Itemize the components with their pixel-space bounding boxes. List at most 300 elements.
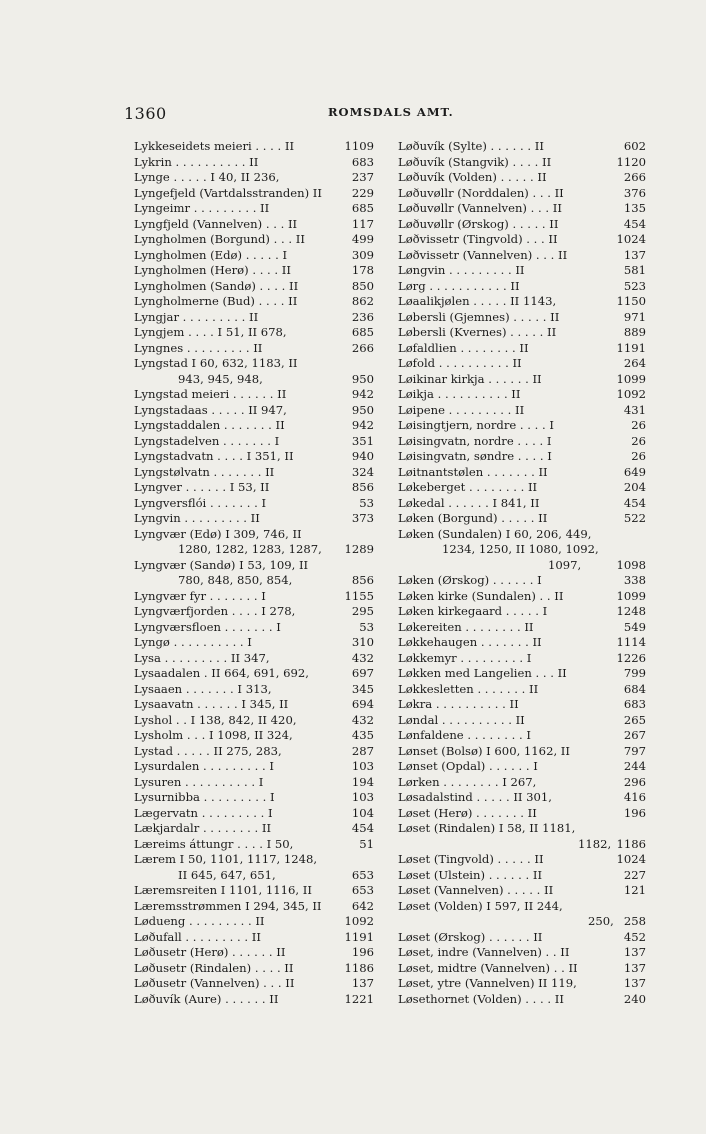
entry-page-ref: 797 <box>623 743 646 758</box>
entry-term: Løðuvík (Stangvik) . . . . II <box>398 154 552 169</box>
entry-page-ref: 856 <box>351 573 374 587</box>
index-entry <box>398 217 646 233</box>
entry-page-ref: 642 <box>351 898 374 913</box>
index-entry-continuation <box>398 542 646 558</box>
index-entry <box>134 558 374 574</box>
entry-term: Lærem I 50, 1101, 1117, 1248, <box>134 852 318 866</box>
index-entry <box>398 945 646 961</box>
entry-term: Lørken . . . . . . . . I 267, <box>398 774 537 789</box>
entry-term: Lyngstad I 60, 632, 1183, II <box>134 356 298 370</box>
index-entry <box>134 155 374 171</box>
index-entry <box>134 527 374 543</box>
index-entry <box>398 139 646 155</box>
entry-term: Løset (Herø) . . . . . . . II <box>398 805 537 820</box>
page-number: 1360 <box>124 104 167 123</box>
entry-page-ref: 1248 <box>616 604 646 618</box>
index-entry <box>398 620 646 636</box>
entry-page-ref: 697 <box>351 666 374 680</box>
entry-page-ref: 1186 <box>616 836 646 851</box>
entry-term: Lyngver . . . . . . I 53, II <box>134 480 270 494</box>
index-entry <box>398 465 646 481</box>
entry-term: 250, <box>588 914 614 928</box>
entry-term: Lønset (Opdal) . . . . . . I <box>398 759 538 773</box>
index-entry <box>134 170 374 186</box>
entry-term: Lyngvær fyr . . . . . . . I <box>134 588 266 603</box>
entry-term: Lyshol . . I 138, 842, II 420, <box>134 712 297 727</box>
index-entry <box>134 589 374 605</box>
entry-term: Lørg . . . . . . . . . . . II <box>398 278 520 293</box>
index-entry <box>134 899 374 915</box>
entry-term: Lønfaldene . . . . . . . . I <box>398 728 531 742</box>
index-entry <box>134 139 374 155</box>
entry-page-ref: 1120 <box>616 154 646 169</box>
entry-page-ref: 1098 <box>616 557 646 572</box>
entry-term: Løkeberget . . . . . . . . II <box>398 480 538 494</box>
entry-term: Løitnantstølen . . . . . . . II <box>398 464 548 479</box>
entry-page-ref: 287 <box>351 743 374 758</box>
entry-page-ref: 51 <box>359 836 374 851</box>
index-entry <box>398 496 646 512</box>
entry-page-ref: 431 <box>623 402 646 417</box>
entry-page-ref: 971 <box>623 309 646 324</box>
index-entry <box>398 759 646 775</box>
entry-page-ref: 104 <box>351 805 374 820</box>
entry-term: Lækjardalr . . . . . . . . II <box>134 821 272 835</box>
index-entry <box>398 356 646 372</box>
index-entry <box>398 232 646 248</box>
entry-page-ref: 244 <box>623 759 646 773</box>
index-entry <box>398 527 646 543</box>
index-entry <box>398 651 646 667</box>
entry-term: Lyngstølvatn . . . . . . . II <box>134 464 275 479</box>
entry-term: Lyngstadelven . . . . . . . I <box>134 433 280 448</box>
entry-term: Lyngnes . . . . . . . . . II <box>134 340 263 355</box>
entry-term: Lyngefjeld (Vartdalsstranden) II <box>134 185 322 200</box>
index-entry <box>398 899 646 915</box>
entry-page-ref: 137 <box>623 945 646 959</box>
entry-term: Lyngholmen (Herø) . . . . II <box>134 263 291 277</box>
index-entry-continuation <box>398 558 646 574</box>
entry-term: Lyngstad meieri . . . . . . II <box>134 387 287 401</box>
entry-page-ref: 850 <box>351 278 374 293</box>
index-entry <box>134 961 374 977</box>
entry-page-ref: 452 <box>623 929 646 944</box>
entry-term: Lysaavatn . . . . . . I 345, II <box>134 697 289 711</box>
entry-page-ref: 373 <box>351 511 374 525</box>
index-entry <box>398 573 646 589</box>
entry-term: Lyngstadvatn . . . . I 351, II <box>134 449 294 463</box>
index-entry-continuation <box>398 837 646 853</box>
entry-term: Løset (Tingvold) . . . . . II <box>398 852 544 866</box>
entry-term: 943, 945, 948, <box>178 371 263 386</box>
entry-term: Løðuvík (Volden) . . . . . II <box>398 170 547 184</box>
entry-page-ref: 523 <box>623 278 646 293</box>
entry-term: Løken (Ørskog) . . . . . . I <box>398 573 542 587</box>
index-entry <box>398 387 646 403</box>
entry-page-ref: 103 <box>351 759 374 773</box>
entry-term: Løset, ytre (Vannelven) II 119, <box>398 976 577 990</box>
entry-page-ref: 229 <box>351 185 374 200</box>
entry-term: Løðusetr (Vannelven) . . . II <box>134 976 295 990</box>
entry-page-ref: 649 <box>623 464 646 479</box>
index-entry <box>134 728 374 744</box>
entry-term: Lyngholmen (Sandø) . . . . II <box>134 278 299 293</box>
entry-page-ref: 265 <box>623 712 646 727</box>
entry-term: Lyngfjeld (Vannelven) . . . II <box>134 216 298 231</box>
entry-page-ref: 267 <box>623 728 646 742</box>
entry-page-ref: 266 <box>623 170 646 184</box>
entry-term: Læremsstrømmen I 294, 345, II <box>134 898 322 913</box>
index-entry <box>398 868 646 884</box>
entry-term: Løset, indre (Vannelven) . . II <box>398 945 570 959</box>
index-entry <box>134 992 374 1008</box>
index-entry <box>398 697 646 713</box>
entry-page-ref: 435 <box>351 728 374 742</box>
index-entry <box>398 635 646 651</box>
entry-term: Lysaadalen . II 664, 691, 692, <box>134 666 309 680</box>
entry-page-ref: 26 <box>631 418 646 432</box>
entry-term: Løkedal . . . . . . I 841, II <box>398 495 540 510</box>
index-entry <box>398 201 646 217</box>
index-entry <box>398 604 646 620</box>
entry-page-ref: 324 <box>351 464 374 479</box>
entry-page-ref: 942 <box>351 418 374 432</box>
entry-page-ref: 694 <box>351 697 374 711</box>
entry-page-ref: 1150 <box>616 294 646 308</box>
index-entry <box>134 837 374 853</box>
index-entry <box>134 496 374 512</box>
entry-page-ref: 862 <box>351 294 374 308</box>
entry-page-ref: 799 <box>623 666 646 680</box>
index-entry <box>134 651 374 667</box>
index-entry <box>134 511 374 527</box>
entry-term: Løðusetr (Herø) . . . . . . II <box>134 945 286 959</box>
index-entry <box>398 310 646 326</box>
index-entry <box>134 341 374 357</box>
index-entry <box>398 976 646 992</box>
index-entry <box>398 279 646 295</box>
entry-term: Løisingtjern, nordre . . . . I <box>398 418 554 432</box>
index-entry <box>134 697 374 713</box>
index-entry <box>398 170 646 186</box>
index-entry <box>134 325 374 341</box>
entry-page-ref: 1221 <box>344 991 374 1006</box>
index-entry <box>398 248 646 264</box>
entry-page-ref: 1114 <box>616 635 646 649</box>
entry-page-ref: 950 <box>351 371 374 386</box>
entry-term: Løfaldlien . . . . . . . . II <box>398 340 529 355</box>
entry-page-ref: 499 <box>351 232 374 246</box>
entry-page-ref: 137 <box>351 976 374 990</box>
index-entry <box>134 480 374 496</box>
index-entry <box>134 186 374 202</box>
index-entry <box>398 403 646 419</box>
entry-term: Lyngeimr . . . . . . . . . II <box>134 201 270 215</box>
index-entry-continuation <box>134 573 374 589</box>
index-entry <box>134 356 374 372</box>
index-entry <box>398 821 646 837</box>
entry-page-ref: 522 <box>623 511 646 525</box>
index-entry <box>398 992 646 1008</box>
entry-page-ref: 602 <box>623 139 646 153</box>
entry-page-ref: 1186 <box>344 960 374 975</box>
entry-page-ref: 942 <box>351 387 374 401</box>
entry-page-ref: 264 <box>623 356 646 370</box>
entry-page-ref: 1099 <box>616 371 646 386</box>
entry-term: Lyngø . . . . . . . . . . I <box>134 635 252 649</box>
entry-term: Lyngjar . . . . . . . . . II <box>134 309 259 324</box>
entry-page-ref: 237 <box>351 170 374 184</box>
entry-term: Lysurnibba . . . . . . . . . I <box>134 790 275 804</box>
entry-page-ref: 258 <box>623 914 646 928</box>
entry-term: Løset (Volden) I 597, II 244, <box>398 898 563 913</box>
index-entry <box>134 883 374 899</box>
index-entry <box>134 945 374 961</box>
entry-term: Lysuren . . . . . . . . . . I <box>134 774 264 789</box>
entry-term: Løndal . . . . . . . . . . II <box>398 712 525 727</box>
entry-page-ref: 683 <box>623 697 646 711</box>
entry-term: Løipene . . . . . . . . . II <box>398 402 525 417</box>
entry-term: II 645, 647, 651, <box>178 867 276 882</box>
entry-page-ref: 26 <box>631 449 646 463</box>
entry-term: Lødueng . . . . . . . . . II <box>134 914 265 928</box>
entry-term: Løbersli (Gjemnes) . . . . . II <box>398 309 560 324</box>
entry-term: Løbersli (Kvernes) . . . . . II <box>398 325 557 339</box>
entry-page-ref: 103 <box>351 790 374 804</box>
entry-term: Lysholm . . . I 1098, II 324, <box>134 728 293 742</box>
entry-term: Løsadalstind . . . . . II 301, <box>398 790 552 804</box>
entry-term: Lysaaen . . . . . . . I 313, <box>134 681 272 696</box>
entry-term: 1280, 1282, 1283, 1287, <box>178 542 322 556</box>
entry-page-ref: 295 <box>351 604 374 618</box>
index-entry <box>398 883 646 899</box>
entry-page-ref: 1109 <box>344 139 374 153</box>
entry-page-ref: 653 <box>351 883 374 897</box>
index-entry <box>398 930 646 946</box>
entry-page-ref: 1289 <box>344 542 374 556</box>
entry-term: Løset (Ulstein) . . . . . . II <box>398 867 543 882</box>
entry-term: Løkra . . . . . . . . . . II <box>398 697 519 711</box>
index-column-right <box>398 139 646 1007</box>
entry-term: Løset (Vannelven) . . . . . II <box>398 883 554 897</box>
entry-term: Lykrin . . . . . . . . . . II <box>134 154 259 169</box>
entry-page-ref: 351 <box>351 433 374 448</box>
entry-term: Løken (Sundalen) I 60, 206, 449, <box>398 526 592 541</box>
index-entry <box>398 775 646 791</box>
entry-page-ref: 1226 <box>616 650 646 665</box>
entry-term: Løðuvík (Aure) . . . . . . II <box>134 991 279 1006</box>
entry-page-ref: 196 <box>623 805 646 820</box>
entry-page-ref: 310 <box>351 635 374 649</box>
index-entry <box>134 201 374 217</box>
index-entry <box>134 976 374 992</box>
index-entry <box>134 713 374 729</box>
index-entry <box>134 604 374 620</box>
entry-page-ref: 296 <box>623 774 646 789</box>
entry-page-ref: 1191 <box>616 340 646 355</box>
entry-term: Løðuvøllr (Vannelven) . . . II <box>398 201 562 215</box>
index-entry <box>134 263 374 279</box>
entry-term: Lyngværfjorden . . . . I 278, <box>134 604 296 618</box>
index-entry <box>398 294 646 310</box>
entry-term: Lyngvær (Sandø) I 53, 109, II <box>134 557 309 572</box>
entry-term: 780, 848, 850, 854, <box>178 573 293 587</box>
index-entry <box>134 666 374 682</box>
index-entry <box>398 263 646 279</box>
index-entry <box>134 806 374 822</box>
index-entry <box>398 961 646 977</box>
index-entry <box>398 511 646 527</box>
entry-term: Løðvissetr (Tingvold) . . . II <box>398 232 558 246</box>
entry-page-ref: 1024 <box>616 852 646 866</box>
entry-page-ref: 889 <box>623 325 646 339</box>
entry-page-ref: 121 <box>623 883 646 897</box>
index-entry <box>134 930 374 946</box>
entry-page-ref: 685 <box>351 201 374 215</box>
entry-page-ref: 432 <box>351 650 374 665</box>
index-entry <box>398 434 646 450</box>
entry-term: Løaalikjølen . . . . . II 1143, <box>398 294 557 308</box>
entry-term: 1182, <box>578 836 612 851</box>
entry-term: Løkkesletten . . . . . . . II <box>398 681 539 696</box>
index-entry <box>398 449 646 465</box>
entry-term: Løsethornet (Volden) . . . . II <box>398 991 564 1006</box>
entry-page-ref: 345 <box>351 681 374 696</box>
entry-page-ref: 309 <box>351 247 374 262</box>
entry-page-ref: 178 <box>351 263 374 277</box>
entry-term: Løðusetr (Rindalen) . . . . II <box>134 960 294 975</box>
entry-page-ref: 653 <box>351 867 374 882</box>
entry-term: Løfold . . . . . . . . . . II <box>398 356 522 370</box>
entry-page-ref: 549 <box>623 619 646 634</box>
entry-term: Løset (Ørskog) . . . . . . II <box>398 929 543 944</box>
index-entry <box>134 217 374 233</box>
entry-page-ref: 236 <box>351 309 374 324</box>
index-entry <box>398 480 646 496</box>
entry-page-ref: 950 <box>351 402 374 417</box>
entry-term: Løikinar kirkja . . . . . . II <box>398 371 542 386</box>
index-entry <box>398 790 646 806</box>
running-title: ROMSDALS AMT. <box>328 105 454 119</box>
index-entry <box>398 186 646 202</box>
entry-page-ref: 227 <box>623 867 646 882</box>
index-entry <box>134 465 374 481</box>
index-entry-continuation <box>134 868 374 884</box>
index-entry-continuation <box>398 914 646 930</box>
entry-term: Lyngværsfloen . . . . . . . I <box>134 619 281 634</box>
index-entry <box>134 387 374 403</box>
entry-term: Løken kirkegaard . . . . . I <box>398 604 548 618</box>
index-entry <box>134 418 374 434</box>
index-entry <box>398 325 646 341</box>
entry-term: 1234, 1250, II 1080, 1092, <box>442 542 599 556</box>
entry-page-ref: 940 <box>351 449 374 463</box>
entry-page-ref: 137 <box>623 247 646 262</box>
index-entry <box>134 294 374 310</box>
entry-page-ref: 1155 <box>344 588 374 603</box>
entry-page-ref: 1191 <box>344 929 374 944</box>
index-entry <box>134 635 374 651</box>
entry-term: Løkkehaugen . . . . . . . II <box>398 635 542 649</box>
entry-term: Løset (Rindalen) I 58, II 1181, <box>398 821 576 835</box>
entry-term: Lystad . . . . . II 275, 283, <box>134 743 282 758</box>
entry-term: Læreims áttungr . . . . I 50, <box>134 836 294 851</box>
index-entry <box>398 341 646 357</box>
entry-term: Løðuvøllr (Ørskog) . . . . . II <box>398 216 559 231</box>
index-entry <box>134 682 374 698</box>
entry-term: Løisingvatn, nordre . . . . I <box>398 433 552 448</box>
entry-term: Løðufall . . . . . . . . . II <box>134 929 261 944</box>
entry-page-ref: 454 <box>351 821 374 835</box>
entry-term: Løkken med Langelien . . . II <box>398 666 567 680</box>
index-entry <box>134 449 374 465</box>
entry-page-ref: 1099 <box>616 588 646 603</box>
entry-term: Lyngstaddalen . . . . . . . II <box>134 418 285 432</box>
entry-term: Lønset (Bolsø) I 600, 1162, II <box>398 743 570 758</box>
index-entry <box>398 713 646 729</box>
entry-term: Løðuvøllr (Norddalen) . . . II <box>398 185 564 200</box>
entry-term: Løkereiten . . . . . . . . II <box>398 619 534 634</box>
entry-term: Løðuvík (Sylte) . . . . . . II <box>398 139 544 153</box>
index-entry <box>134 248 374 264</box>
entry-page-ref: 1092 <box>616 387 646 401</box>
entry-page-ref: 137 <box>623 976 646 990</box>
entry-page-ref: 1092 <box>344 914 374 928</box>
index-entry <box>398 682 646 698</box>
index-entry <box>398 806 646 822</box>
entry-term: Lyngvin . . . . . . . . . II <box>134 511 260 525</box>
entry-term: Læremsreiten I 1101, 1116, II <box>134 883 312 897</box>
entry-page-ref: 53 <box>359 495 374 510</box>
index-entry <box>134 310 374 326</box>
entry-page-ref: 240 <box>623 991 646 1006</box>
entry-term: Løset, midtre (Vannelven) . . II <box>398 960 578 975</box>
entry-term: Lysa . . . . . . . . . II 347, <box>134 650 270 665</box>
entry-term: Lyngvær (Edø) I 309, 746, II <box>134 526 302 541</box>
index-column-left <box>134 139 374 1007</box>
entry-page-ref: 376 <box>623 185 646 200</box>
entry-term: Løngvin . . . . . . . . . II <box>398 263 525 277</box>
entry-term: Løken kirke (Sundalen) . . II <box>398 588 564 603</box>
entry-page-ref: 204 <box>623 480 646 494</box>
entry-term: 1097, <box>548 557 582 572</box>
entry-term: Lykkeseidets meieri . . . . II <box>134 139 295 153</box>
index-entry <box>398 744 646 760</box>
entry-page-ref: 685 <box>351 325 374 339</box>
index-entry <box>134 620 374 636</box>
index-entry <box>398 666 646 682</box>
index-entry <box>134 759 374 775</box>
index-entry <box>398 589 646 605</box>
index-entry-continuation <box>134 542 374 558</box>
index-entry <box>134 914 374 930</box>
entry-page-ref: 856 <box>351 480 374 494</box>
entry-term: Løikja . . . . . . . . . . II <box>398 387 521 401</box>
entry-term: Løken (Borgund) . . . . . II <box>398 511 548 525</box>
entry-term: Lyngversflói . . . . . . . I <box>134 495 267 510</box>
index-entry <box>398 372 646 388</box>
entry-page-ref: 338 <box>623 573 646 587</box>
entry-term: Lægervatn . . . . . . . . . I <box>134 805 273 820</box>
entry-page-ref: 454 <box>623 495 646 510</box>
entry-page-ref: 454 <box>623 216 646 231</box>
entry-term: Lyngjem . . . . I 51, II 678, <box>134 325 287 339</box>
entry-page-ref: 1024 <box>616 232 646 246</box>
entry-term: Løisingvatn, søndre . . . . I <box>398 449 552 463</box>
entry-page-ref: 683 <box>351 154 374 169</box>
entry-term: Lyngholmerne (Bud) . . . . II <box>134 294 298 308</box>
entry-term: Lysurdalen . . . . . . . . . I <box>134 759 274 773</box>
